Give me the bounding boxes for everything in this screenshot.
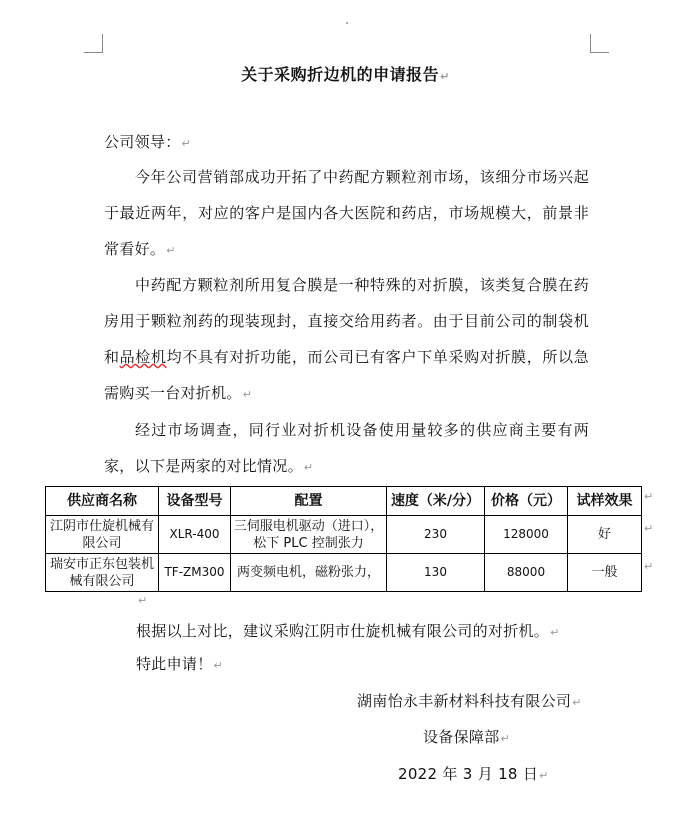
table-row <box>46 554 642 592</box>
document-title: 关于采购折边机的申请报告↵ <box>241 65 450 84</box>
table-row <box>46 516 642 554</box>
row-end-mark: ↵ <box>644 560 654 573</box>
header-speed: 速度（米/分） <box>387 487 485 516</box>
header-config: 配置 <box>231 487 387 516</box>
conclusion: 根据以上对比，建议采购江阴市仕旋机械有限公司的对折机。↵ <box>136 622 560 640</box>
header-price: 价格（元） <box>485 487 568 516</box>
header-dot <box>346 22 348 24</box>
cell-model: TF-ZM300 <box>159 554 231 592</box>
salutation: 公司领导：↵ <box>104 133 192 151</box>
cell-supplier: 江阴市仕旋机械有限公司 <box>46 516 159 554</box>
header-sample-effect: 试样效果 <box>568 487 642 516</box>
row-end-mark: ↵ <box>644 490 654 503</box>
cell-model: XLR-400 <box>159 516 231 554</box>
signature-department: 设备保障部↵ <box>423 728 511 746</box>
cell-price: 88000 <box>485 554 568 592</box>
cell-price: 128000 <box>485 516 568 554</box>
cell-speed: 130 <box>387 554 485 592</box>
signature-company: 湖南怡永丰新材料科技有限公司↵ <box>357 692 582 710</box>
crop-mark-top-right <box>590 34 609 53</box>
signature-date: 2022 年 3 月 18 日↵ <box>398 765 549 783</box>
table-header-row <box>46 487 642 516</box>
paragraph-3: 经过市场调查，同行业对折机设备使用量较多的供应商主要有两家，以下是两家的对比情况。↵ <box>104 421 589 475</box>
cell-sample-effect: 好 <box>568 516 642 554</box>
row-end-mark: ↵ <box>644 522 654 535</box>
cell-sample-effect: 一般 <box>568 554 642 592</box>
header-supplier: 供应商名称 <box>46 487 159 516</box>
cell-config: 三伺服电机驱动（进口），松下 PLC 控制张力 <box>231 516 387 554</box>
cell-config: 两变频电机，磁粉张力， <box>231 554 387 592</box>
header-model: 设备型号 <box>159 487 231 516</box>
cell-supplier: 瑞安市正东包装机械有限公司 <box>46 554 159 592</box>
closing: 特此申请！↵ <box>136 655 224 673</box>
cell-speed: 230 <box>387 516 485 554</box>
paragraph-1: 今年公司营销部成功开拓了中药配方颗粒剂市场，该细分市场兴起于最近两年，对应的客户是国内各大医院和药店，市场规模大，前景非常看好。↵ <box>104 168 589 258</box>
crop-mark-top-left <box>84 34 103 53</box>
supplier-comparison-table <box>45 486 642 592</box>
paragraph-2: 中药配方颗粒剂所用复合膜是一种特殊的对折膜，该类复合膜在药房用于颗粒剂药的现装现封，直接交给用药者。由于目前公司的制袋机和品检机均不具有对折功能，而公司已有客户下单采购对折膜，所以急需购买一台对折机。↵ <box>104 276 589 402</box>
empty-paragraph-mark: ↵ <box>138 594 148 607</box>
